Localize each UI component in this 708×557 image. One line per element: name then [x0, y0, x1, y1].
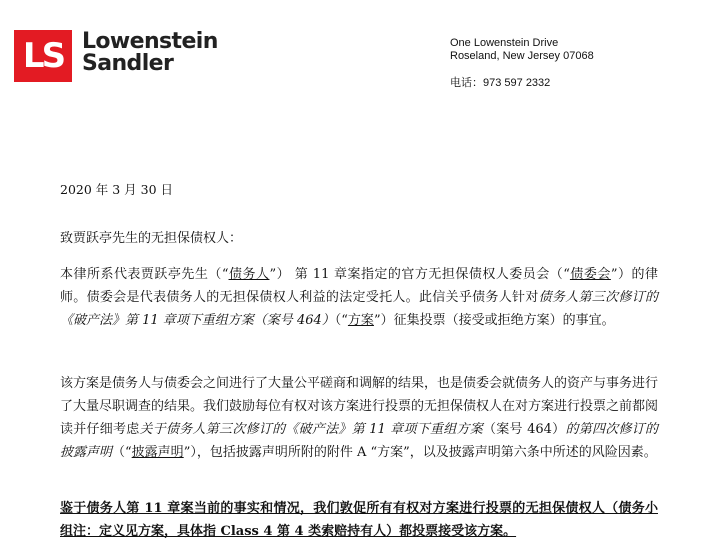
- address-line1: One Lowenstein Drive: [450, 37, 559, 49]
- firm-name-line1: Lowenstein: [82, 29, 218, 54]
- p2-text-4: ”），包括披露声明所附的附件 A “方案”，以及披露声明第六条中所述的风险因素。: [183, 445, 657, 460]
- plan-title: 债务人第三次修订的《破产法》第 11 章项下重组方案（案号 464）: [60, 290, 658, 328]
- defined-term-debtor: 债务人: [228, 267, 270, 282]
- defined-term-disclosure: 披露声明: [131, 445, 184, 460]
- p2-text-3: （“: [112, 445, 132, 460]
- p1-text-2: ”） 第 11 章案指定的官方无担保债权人委员会（“: [269, 267, 570, 282]
- logo-mark: LS: [22, 36, 64, 76]
- defined-term-plan: 方案: [347, 313, 374, 328]
- address-line2: Roseland, New Jersey 07068: [450, 50, 594, 62]
- p1-text-1: 本律所系代表贾跃亭先生（“: [60, 267, 229, 282]
- firm-phone: 电话：973 597 2332: [450, 77, 551, 89]
- firm-name-line2: Sandler: [82, 51, 174, 76]
- p2-text-2: （案号 464）: [482, 422, 566, 437]
- letter-salutation: 致贾跃亭先生的无担保债权人：: [60, 231, 243, 246]
- p1-text-4: （“: [334, 313, 348, 328]
- firm-logo: [14, 30, 72, 82]
- firm-name: [82, 31, 218, 75]
- paragraph-3-recommendation: 鉴于债务人第 11 章案当前的事实和情况，我们敦促所有有权对方案进行投票的无担保债权人（债务小组注：定义见方案，具体指 Class 4 第 4 类索赔持有人）都投票接受该方案。: [60, 501, 658, 539]
- paragraph-2: [60, 372, 658, 464]
- disclosure-title-2: 的第四次修订的披露声明: [60, 422, 658, 460]
- defined-term-committee: 债委会: [569, 267, 611, 282]
- p1-text-5: ”）征集投票（接受或拒绝方案）的事宜。: [373, 313, 615, 328]
- firm-address: [450, 37, 594, 63]
- disclosure-title-1: 关于债务人第三次修订的《破产法》第 11 章项下重组方案: [139, 422, 483, 437]
- paragraph-1: [60, 263, 658, 332]
- letter-date: 2020 年 3 月 30 日: [60, 182, 174, 197]
- p2-text-1: 该方案是债务人与债委会之间进行了大量公平磋商和调解的结果，也是债委会就债务人的资产与事务进行了大量尽职调查的结果。我们鼓励每位有权对该方案进行投票的无担保债权人在对方案进行投票之前都阅读并仔细考虑: [60, 376, 659, 437]
- p1-text-3: ”）的律师。债委会是代表债务人的无担保债权人利益的法定受托人。此信关乎债务人针对: [60, 267, 658, 305]
